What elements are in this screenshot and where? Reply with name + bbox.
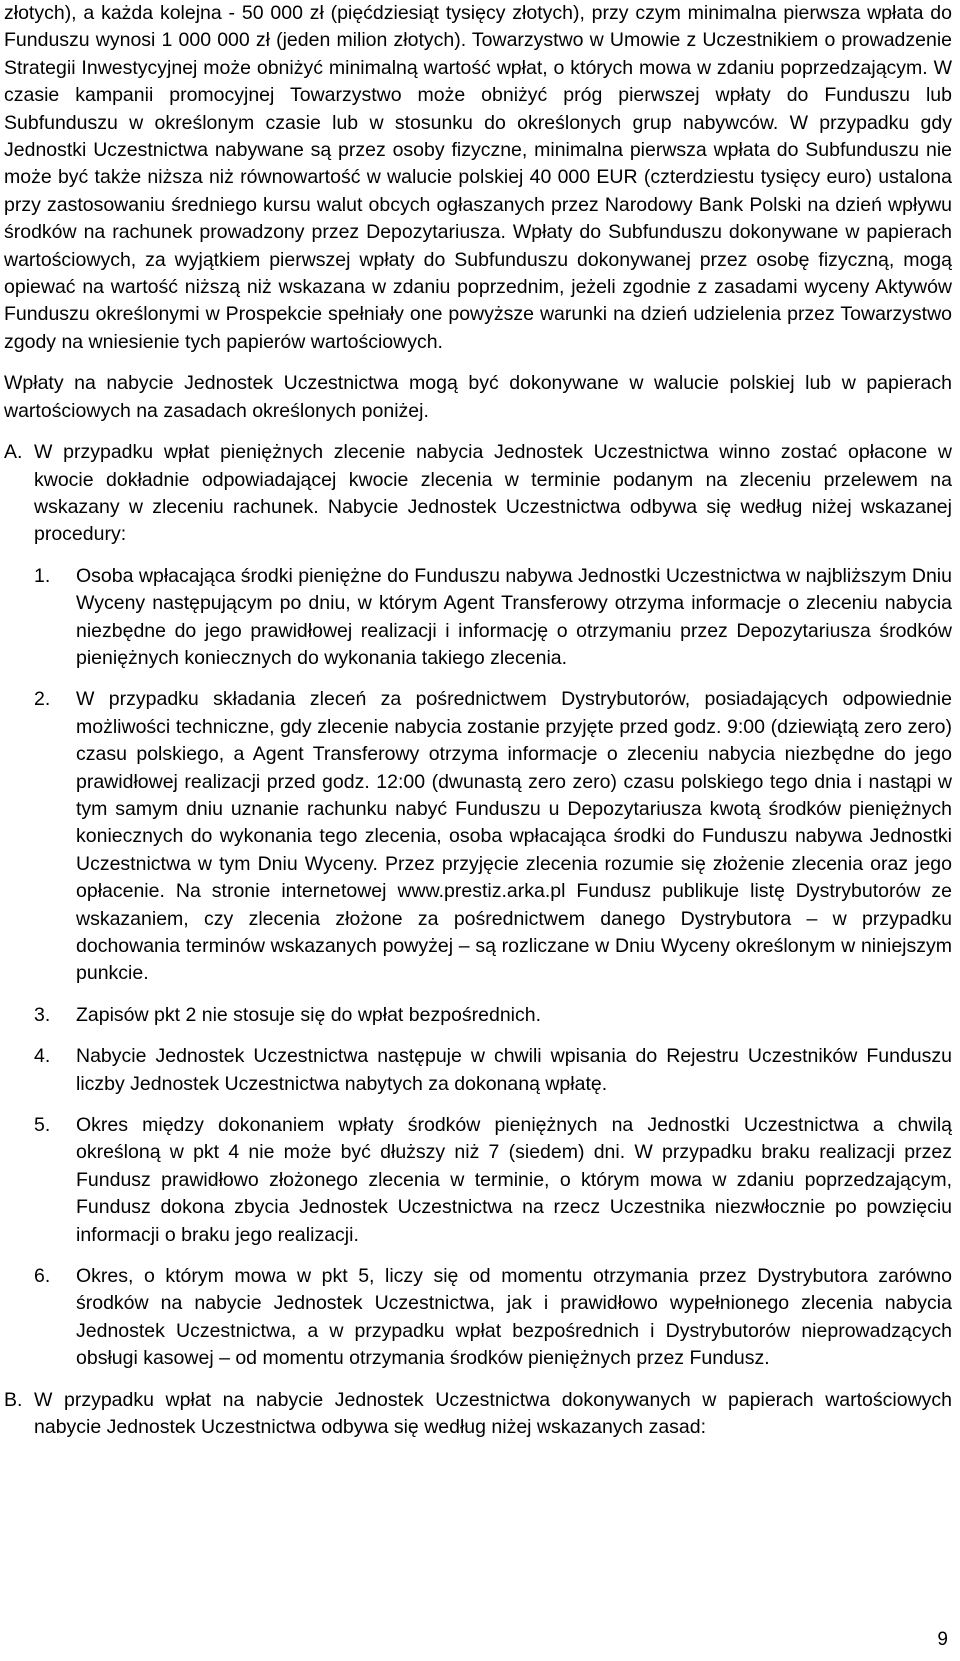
list-item	[4, 1043, 952, 1098]
section-intro: W przypadku wpłat na nabycie Jednostek Uczestnictwa dokonywanych w papierach wartościowych nabycie Jednostek Uczestnictwa odbywa się według niżej wskazanych zasad:	[34, 1388, 952, 1439]
section-b	[4, 1387, 952, 1442]
list-item-text: W przypadku składania zleceń za pośrednictwem Dystrybutorów, posiadających odpowiednie możliwości techniczne, gdy zlecenie nabycia zostanie przyjęte przed godz. 9:00 (dziewiątą zero zero) czasu polskiego, a Agent Transferowy otrzyma informacje o zleceniu nabycia niezbędne do jego prawidłowej realizacji przed godz. 12:00 (dwunastą zero zero) czasu polskiego tego dnia i nastąpi w tym samym dniu uznanie rachunku nabyć Funduszu u Depozytariusza kwotą środków pieniężnych koniecznych do wykonania tego zlecenia, osoba wpłacająca środki do Funduszu nabywa Jednostki Uczestnictwa w tym Dniu Wyceny. Przez przyjęcie zlecenia rozumie się złożenie zlecenia oraz jego opłacenie. Na stronie internetowej www.prestiz.arka.pl Fundusz publikuje listę Dystrybutorów ze wskazaniem, czy zlecenia złożone za pośrednictwem danego Dystrybutora – w przypadku dochowania terminów wskazanych powyżej – są rozliczane w Dniu Wyceny określonym w niniejszym punkcie.	[76, 688, 952, 985]
document-page	[4, 0, 952, 1442]
list-item-text: Osoba wpłacająca środki pieniężne do Funduszu nabywa Jednostki Uczestnictwa w najbliższym Dniu Wyceny następującym po dniu, w którym Agent Transferowy otrzyma informacje o zleceniu nabycia niezbędne do jego prawidłowej realizacji i informację o otrzymaniu przez Depozytariusza środków pieniężnych koniecznych do wykonania takiego zlecenia.	[76, 564, 952, 669]
list-item-number: 2.	[34, 688, 51, 711]
body-paragraph: złotych), a każda kolejna - 50 000 zł (pięćdziesiąt tysięcy złotych), przy czym minimalna pierwsza wpłata do Funduszu wynosi 1 000 000 zł (jeden milion złotych). Towarzystwo w Umowie z Uczestnikiem o prowadzenie Strategii Inwestycyjnej może obniżyć minimalną wartość wpłat, o których mowa w zdaniu poprzedzającym. W czasie kampanii promocyjnej Towarzystwo może obniżyć próg pierwszej wpłaty do Funduszu lub Subfunduszu w określonym czasie lub w stosunku do określonych grup nabywców. W przypadku gdy Jednostki Uczestnictwa nabywane są przez osoby fizyczne, minimalna pierwsza wpłata do Subfunduszu nie może być także niższa niż równowartość w walucie polskiej 40 000 EUR (czterdziestu tysięcy euro) ustalona przy zastosowaniu średniego kursu walut obcych ogłaszanych przez Narodowy Bank Polski na dzień wpływu środków na rachunek prowadzony przez Depozytariusza. Wpłaty do Subfunduszu dokonywane w papierach wartościowych, za wyjątkiem pierwszej wpłaty do Subfunduszu dokonywanej przez osobę fizyczną, mogą opiewać na wartość niższą niż wskazana w zdaniu poprzednim, jeżeli zgodnie z zasadami wyceny Aktywów Funduszu określonymi w Prospekcie spełniały one powyższe warunki na dzień udzielenia przez Towarzystwo zgody na wniesienie tych papierów wartościowych.	[4, 2, 952, 353]
list-item-text: Zapisów pkt 2 nie stosuje się do wpłat bezpośrednich.	[76, 1003, 542, 1026]
section-body	[34, 439, 952, 549]
section-letter: A.	[4, 441, 23, 464]
section-body	[34, 1387, 952, 1442]
body-paragraph: Wpłaty na nabycie Jednostek Uczestnictwa mogą być dokonywane w walucie polskiej lub w papierach wartościowych na zasadach określonych poniżej.	[4, 372, 952, 422]
list-item	[4, 563, 952, 673]
list-item	[4, 1112, 952, 1249]
list-item-number: 6.	[34, 1265, 51, 1288]
list-item-text: Okres między dokonaniem wpłaty środków pieniężnych na Jednostki Uczestnictwa a chwilą określoną w pkt 4 nie może być dłuższy niż 7 (siedem) dni. W przypadku braku realizacji przez Fundusz prawidłowo złożonego zlecenia w terminie, o którym mowa w zdaniu poprzedzającym, Fundusz dokona zbycia Jednostek Uczestnictwa na rzecz Uczestnika niezwłocznie po powzięciu informacji o braku jego realizacji.	[76, 1114, 952, 1246]
list-item	[4, 1263, 952, 1373]
list-item-number: 3.	[34, 1003, 51, 1026]
list-item-number: 1.	[34, 564, 51, 587]
section-a	[4, 439, 952, 549]
section-letter: B.	[4, 1388, 23, 1411]
list-item-number: 4.	[34, 1045, 51, 1068]
page-number: 9	[937, 1628, 948, 1650]
section-intro: W przypadku wpłat pieniężnych zlecenie nabycia Jednostek Uczestnictwa winno zostać opłacone w kwocie dokładnie odpowiadającej kwocie zlecenia w terminie podanym na zleceniu przelewem na wskazany w zleceniu rachunek. Nabycie Jednostek Uczestnictwa odbywa się według niżej wskazanej procedury:	[34, 441, 952, 546]
list-item	[4, 1002, 952, 1029]
list-item-text: Nabycie Jednostek Uczestnictwa następuje w chwili wpisania do Rejestru Uczestników Funduszu liczby Jednostek Uczestnictwa nabytych za dokonaną wpłatę.	[76, 1045, 952, 1095]
list-item-text: Okres, o którym mowa w pkt 5, liczy się od momentu otrzymania przez Dystrybutora zarówno środków na nabycie Jednostek Uczestnictwa, jak i prawidłowo wypełnionego zlecenia nabycia Jednostek Uczestnictwa, a w przypadku wpłat bezpośrednich i Dystrybutorów nieprowadzących obsługi kasowej – od momentu otrzymania środków pieniężnych przez Fundusz.	[76, 1265, 952, 1370]
list-item-number: 5.	[34, 1114, 51, 1137]
list-item	[4, 686, 952, 987]
procedure-list	[4, 563, 952, 1373]
